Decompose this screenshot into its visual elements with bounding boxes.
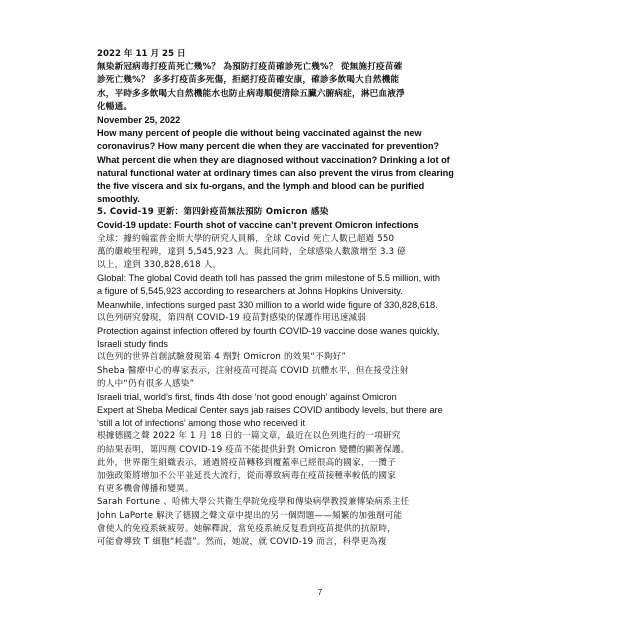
dw-paragraph-chinese-line-2: 的結果表明，第四劑 COVID-19 疫苗不能提供針對 Omicron 變體的顯著保護。	[97, 444, 410, 455]
israel-trial-heading-english: Israeli trial, world’s first, finds 4th dose ‘not good enough’ against Omicron	[97, 391, 397, 402]
fortune-paragraph-chinese-line-1: Sarah Fortune 、哈佛大學公共衛生學院免疫學和傳染病學教授兼傳染病系主任	[97, 497, 410, 508]
global-paragraph-english-line-1: Global: The global Covid death toll has passed the grim milestone of 5.5 million, with	[97, 273, 441, 284]
global-paragraph-english-line-3: Meanwhile, infections surged past 330 million to a world wide figure of 330,828,618.	[97, 299, 438, 310]
dw-paragraph-chinese-line-1: 根據德國之聲 2022 年 1 月 18 日的一篇文章，最近在以色列進行的一項研究	[97, 431, 401, 442]
dw-paragraph-chinese-line-5: 有更多機會傳播和變異。	[97, 484, 194, 495]
dw-paragraph-chinese-line-4: 加強政策將增加不公平並延長大流行，從而導致病毒在疫苗接種率較低的國家	[97, 471, 396, 481]
global-paragraph-chinese-line-3: 以上，達到 330,828,618 人。	[97, 260, 222, 270]
israel-trial-heading-chinese: 以色列的世界首創試驗發現第 4 劑對 Omicron 的效果“不夠好”	[97, 352, 347, 363]
israel-study-heading-chinese: 以色列研究發現，第四劑 COVID-19 疫苗對感染的保護作用迅速減弱	[97, 312, 366, 323]
title-chinese-line-4: 化暢通。	[97, 101, 133, 112]
date-heading-chinese: 2022 年 11 月 25 日	[97, 49, 186, 59]
title-chinese-line-3: 水，平時多多飲喝大自然機能水也防止病毒順便清除五臟六腑病症，淋巴血液淨	[97, 88, 405, 99]
sheba-expert-chinese-line-2: 的人中“仍有很多人感染”	[97, 378, 195, 389]
section-heading-english: Covid-19 update: Fourth shot of vaccine can’t prevent Omicron infections	[97, 220, 419, 231]
israel-study-heading-english-line-2: Israeli study finds	[97, 339, 168, 350]
fortune-paragraph-chinese-line-3: 會使人的免疫系統疲勞。她解釋說，當免疫系統反复看到疫苗提供的抗原時，	[97, 523, 396, 534]
document-page	[97, 48, 547, 549]
global-paragraph-chinese-line-2: 萬的嚴峻里程碑，達到 5,545,923 人。與此同時，全球感染人數激增至 3.3 億	[97, 246, 406, 257]
fortune-paragraph-chinese-line-4: 可能會導致 T 細胞“耗盡”。然而，她說，就 COVID-19 而言，科學更為複	[97, 536, 387, 547]
global-paragraph-chinese-line-1: 全球：據約翰霍普金斯大學的研究人員稱，全球 Covid 死亡人數已超過 550	[97, 233, 395, 244]
title-chinese-line-2: 診死亡幾%？ 多多打疫苗多死傷，拒絕打疫苗確安康，確診多飲喝大自然機能	[97, 75, 400, 86]
title-english-line-2: coronavirus? How many percent die when they are vaccinated for prevention?	[97, 141, 440, 152]
section-heading-chinese: 5. Covid-19 更新：第四針疫苗無法預防 Omicron 感染	[97, 207, 329, 218]
title-english-line-1: How many percent of people die without being vaccinated against the new	[97, 128, 422, 139]
title-chinese-line-1: 無染新冠病毒打疫苗死亡幾%？ 為預防打疫苗確診死亡幾%？ 從無施打疫苗確	[97, 62, 403, 73]
israel-study-heading-english-line-1: Protection against infection offered by fourth COVID-19 vaccine dose wanes quickly,	[97, 325, 440, 336]
title-english-line-5: the five viscera and six fu-organs, and the lymph and blood can be purified	[97, 180, 425, 191]
global-paragraph-english-line-2: a figure of 5,545,923 according to researchers at Johns Hopkins University.	[97, 286, 403, 297]
sheba-expert-english-line-1: Expert at Sheba Medical Center says jab raises COVID antibody levels, but there are	[97, 405, 443, 416]
sheba-expert-chinese-line-1: Sheba 醫療中心的專家表示，注射疫苗可提高 COVID 抗體水平，但在接受注射	[97, 365, 409, 376]
title-english-line-4: natural functional water at ordinary times can also prevent the virus from clearing	[97, 167, 454, 178]
title-english-line-3: What percent die when they are diagnosed without vaccination? Drinking a lot of	[97, 154, 450, 165]
page-number: 7	[317, 588, 323, 597]
sheba-expert-english-line-2: ‘still a lot of infections’ among those who received it	[97, 418, 306, 429]
dw-paragraph-chinese-line-3: 此外，世界衛生組織表示，通過將疫苗轉移到覆蓋率已經很高的國家，一攬子	[97, 457, 396, 468]
title-english-line-6: smoothly.	[97, 194, 140, 205]
date-heading-english: November 25, 2022	[97, 114, 181, 125]
fortune-paragraph-chinese-line-2: John LaPorte 解決了德國之聲文章中提出的另一個問題——頻繁的加強劑可能	[97, 510, 403, 521]
